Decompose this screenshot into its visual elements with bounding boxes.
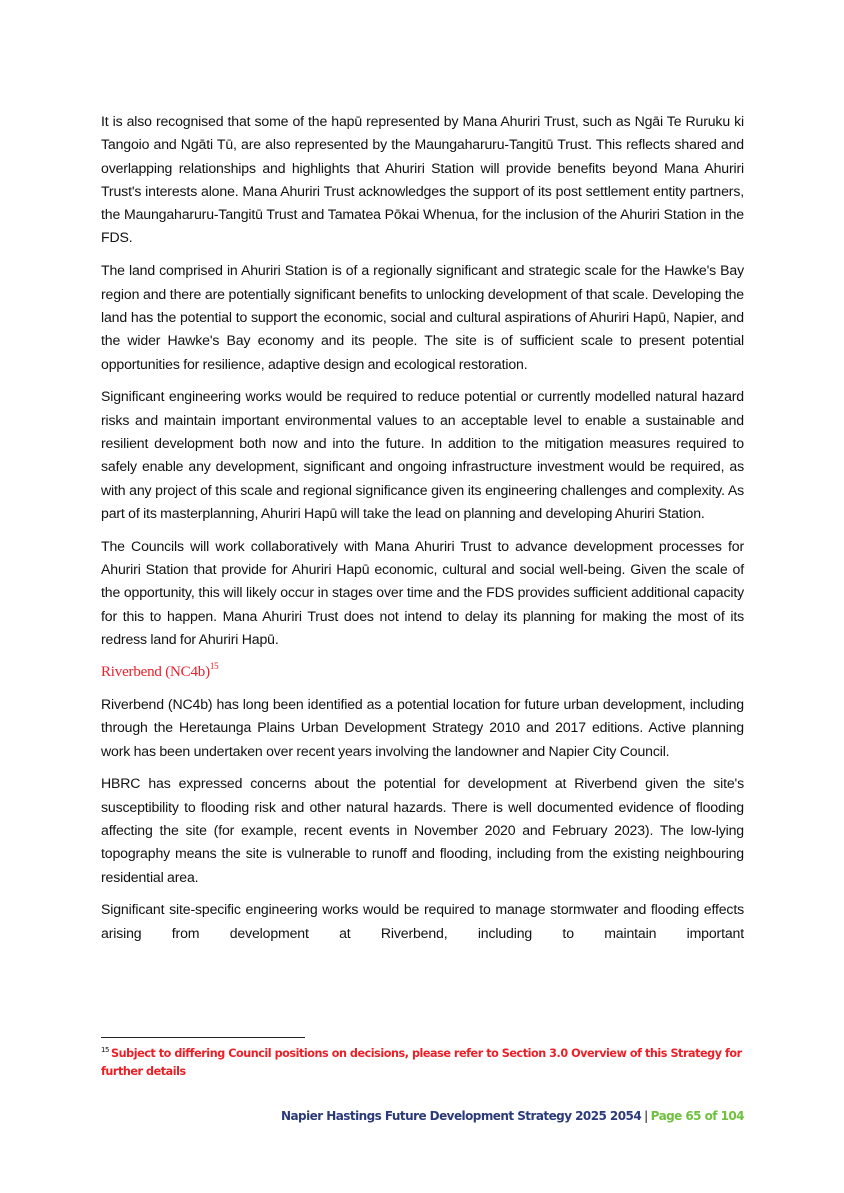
section-heading-title: Riverbend (NC4b) bbox=[101, 663, 210, 680]
page-footer bbox=[281, 1107, 744, 1125]
paragraph-hapu-representation: It is also recognised that some of the hapū represented by Mana Ahuriri Trust, such as Ngāi Te Ruruku ki Tangoio and Ngāti Tū, are also represented by the Maungaharuru-Tangitū Trust. This reflects shared and overlapping relationships and highlights that Ahuriri Station will provide benefits beyond Mana Ahuriri Trust's interests alone. Mana Ahuriri Trust acknowledges the support of its post settlement entity partners, the Maungaharuru-Tangitū Trust and Tamatea Pōkai Whenua, for the inclusion of the Ahuriri Station in the FDS. bbox=[101, 113, 744, 246]
footnote-reference[interactable]: 15 bbox=[209, 660, 219, 671]
footnote-number: 15 bbox=[101, 1046, 110, 1055]
paragraph-engineering-works: Significant engineering works would be required to reduce potential or currently modelled natural hazard risks and maintain important environmental values to an acceptable level to enable a sustainable and resilient development both now and into the future. In addition to the mitigation measures required to safely enable any development, significant and ongoing infrastructure investment would be required, as with any project of this scale and regional significance given its engineering challenges and complexity. As part of its masterplanning, Ahuriri Hapū will take the lead on planning and developing Ahuriri Station. bbox=[101, 388, 744, 521]
paragraph-site-engineering: Significant site-specific engineering works would be required to manage stormwater and flooding effects arising from development at Riverbend, including to maintain important bbox=[101, 901, 744, 941]
body-text-column bbox=[101, 110, 744, 955]
paragraph-land-scale: The land comprised in Ahuriri Station is of a regionally significant and strategic scale for the Hawke's Bay region and there are potentially significant benefits to unlocking development of that scale. Developing the land has the potential to support the economic, social and cultural aspirations of Ahuriri Hapū, Napier, and the wider Hawke's Bay economy and its people. The site is of sufficient scale to present potential opportunities for resilience, adaptive design and ecological restoration. bbox=[101, 262, 744, 372]
footnote-text: Subject to differing Council positions on decisions, please refer to Section 3.0 Overview of this Strategy for further details bbox=[101, 1047, 742, 1078]
footnote-separator bbox=[101, 1037, 305, 1038]
section-heading-riverbend bbox=[101, 661, 744, 684]
footnote bbox=[101, 1045, 744, 1081]
footer-document-title: Napier Hastings Future Development Strategy 2025 2054 bbox=[281, 1109, 642, 1123]
paragraph-hbrc-concerns: HBRC has expressed concerns about the potential for development at Riverbend given the site's susceptibility to flooding risk and other natural hazards. There is well documented evidence of flooding affecting the site (for example, recent events in November 2020 and February 2023). The low-lying topography means the site is vulnerable to runoff and flooding, including from the existing neighbouring residential area. bbox=[101, 775, 744, 885]
paragraph-councils-collaboration: The Councils will work collaboratively with Mana Ahuriri Trust to advance development processes for Ahuriri Station that provide for Ahuriri Hapū economic, cultural and social well-being. Given the scale of the opportunity, this will likely occur in stages over time and the FDS provides sufficient additional capacity for this to happen. Mana Ahuriri Trust does not intend to delay its planning for making the most of its redress land for Ahuriri Hapū. bbox=[101, 537, 744, 648]
footer-page-number: Page 65 of 104 bbox=[650, 1109, 744, 1123]
paragraph-riverbend-history: Riverbend (NC4b) has long been identified as a potential location for future urban development, including through the Heretaunga Plains Urban Development Strategy 2010 and 2017 editions. Active planning work has been undertaken over recent years involving the landowner and Napier City Council. bbox=[101, 695, 744, 759]
footer-separator: | bbox=[644, 1109, 648, 1123]
